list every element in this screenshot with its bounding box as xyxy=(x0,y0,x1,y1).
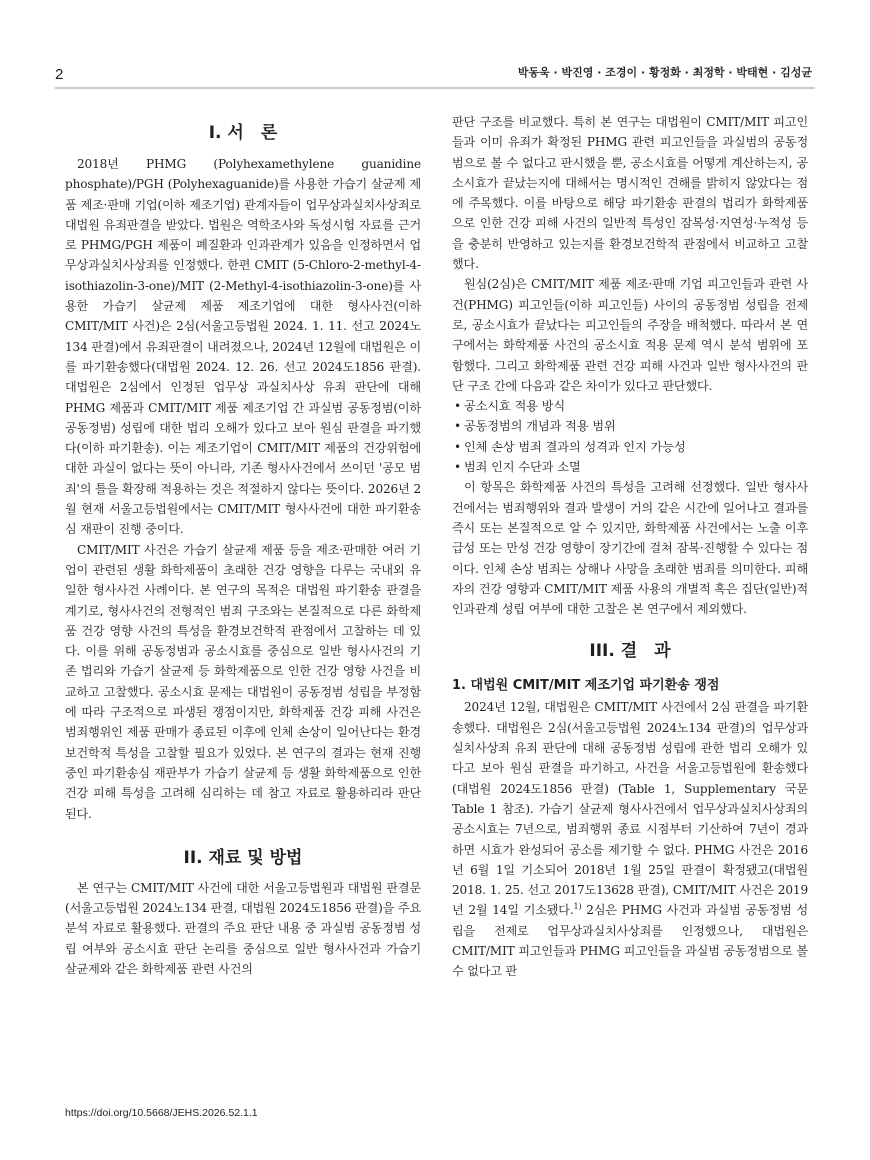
paragraph-intro-1: 2018년 PHMG (Polyhexamethylene guanidine phosphate)/PGH (Polyhexaguanide)를 사용한 가습기 살균제 제품 제조·판매 기업(이하 제조기업) 관계자들이 업무상과실치사상죄로 대법원 유죄판결을 받았다. 법원은 역학조사와 독성시험 자료를 근거로 PHMG/PGH 제품이 폐질환과 인과관계가 있음을 인정하면서 업무상과실치사상죄를 인정했다. 한편 CMIT (5-Chloro-2-methyl-4-isothiazolin-3-one)/MIT (2-Methyl-4-isothiazolin-3-one)를 사용한 가습기 살균제 제품 제조기업에 대한 형사사건(이하 CMIT/MIT 사건)은 2심(서울고등법원 2024. 1. 11. 선고 2024노134 판결)에서 유죄판결이 내려졌으나, 2024년 12월에 대법원은 이를 파기환송했다(대법원 2024. 12. 26. 선고 2024도1856 판결). 대법원은 2심에서 인정된 업무상 과실치사상 유죄 판단에 대해 PHMG 제품과 CMIT/MIT 제품 제조기업 간 과실범 공동정범(이하 공동정범) 성립에 대한 법리 오해가 있다고 보아 원심 판결을 파기했다(이하 파기환송). 이는 제조기업이 CMIT/MIT 제품의 건강위험에 대한 과실이 없다는 뜻이 아니라, 기존 형사사건에서 쓰이던 '공모 범죄'의 틀을 확장해 적용하는 것은 적절하지 않다는 뜻이다. 2026년 2월 현재 서울고등법원에서는 CMIT/MIT 형사사건에 대한 파기환송심 재판이 진행 중이다. xyxy=(65,157,421,537)
list-item: • 인체 손상 범죄 결과의 성격과 인지 가능성 xyxy=(452,437,808,457)
list-item: • 공동정범의 개념과 적용 범위 xyxy=(452,416,808,436)
left-column xyxy=(65,112,421,979)
paragraph-methods-3: 이 항목은 화학제품 사건의 특성을 고려해 선정했다. 일반 형사사건에서는 범죄행위와 결과 발생이 거의 같은 시간에 일어나고 결과를 즉시 또는 본질적으로 알 수 있지만, 화학제품 사건에서는 노출 이후 급성 또는 만성 건강 영향이 장기간에 걸쳐 잠복·진행할 수 있다는 점이다. 인체 손상 범죄는 상해나 사망을 초래한 범죄를 의미한다. 피해자의 건강 영향과 CMIT/MIT 제품 사용의 개별적 혹은 집단(일반)적 인과관계 성립 여부에 대한 고찰은 본 연구에서 제외했다. xyxy=(452,480,808,617)
list-item: • 범죄 인지 수단과 소멸 xyxy=(452,457,808,477)
comparison-items-list xyxy=(452,396,808,477)
doi-link[interactable]: https://doi.org/10.5668/JEHS.2026.52.1.1 xyxy=(65,1107,258,1119)
results-text-part-b: 2심은 PHMG 사건과 과실범 공동정범 성립을 전제로 업무상과실치사상죄를 인정했으나, 대법원은 CMIT/MIT 피고인들과 PHMG 피고인들을 과실범 공동정범으로 볼 수 없다고 판 xyxy=(452,903,808,979)
paragraph-methods-1: 본 연구는 CMIT/MIT 사건에 대한 서울고등법원과 대법원 판결문(서울고등법원 2024노134 판결, 대법원 2024도1856 판결)을 주요 분석 자료로 활용했다. 판결의 주요 판단 내용 중 과실범 공동정범 성립 여부와 공소시효 판단 논리를 중심으로 일반 형사사건과 가습기 살균제와 같은 화학제품 관련 사건의 xyxy=(65,880,421,976)
right-column xyxy=(452,112,808,982)
paragraph-results-1 xyxy=(452,697,808,981)
results-text-part-a: 2024년 12월, 대법원은 CMIT/MIT 사건에서 2심 판결을 파기환송했다. 대법원은 2심(서울고등법원 2024노134 판결)의 업무상과실치사상죄 유죄 판단에 대해 공동정범 성립에 관한 법리 오해가 있다고 보아 원심 판결을 파기하고, 사건을 서울고등법원에 환송했다(대법원 2024도1856 판결) (Table 1, Supplementary 국문 Table 1 참조). 가습기 살균제 형사사건에서 업무상과실치사상죄의 공소시효는 7년으로, 범죄행위 종료 시점부터 기산하여 7년이 경과하면 시효가 완성되어 공소를 제기할 수 없다. PHMG 사건은 2016년 6월 1일 기소되어 2018년 1월 25일 판결이 확정됐고(대법원 2018. 1. 25. 선고 2017도13628 판결), CMIT/MIT 사건은 2019년 2월 14일 기소됐다. xyxy=(452,700,808,918)
paragraph-methods-2: 원심(2심)은 CMIT/MIT 제품 제조·판매 기업 피고인들과 관련 사건(PHMG) 피고인들(이하 피고인들) 사이의 공동정범 성립을 전제로, 공소시효가 끝났다는 피고인들의 주장을 배척했다. 따라서 본 연구에서는 화학제품 사건의 공소시효 적용 문제 역시 분석 범위에 포함했다. 그리고 화학제품 관련 건강 피해 사건과 일반 형사사건의 판단 구조 간에 다음과 같은 차이가 있다고 판단했다. xyxy=(452,277,808,393)
running-header-authors: 박동욱 · 박진영 · 조경이 · 황정화 · 최정학 · 박태현 · 김성균 xyxy=(517,66,812,79)
section-heading-methods: II. 재료 및 방법 xyxy=(183,847,303,868)
footnote-marker[interactable]: 1) xyxy=(573,902,582,912)
page-number: 2 xyxy=(55,66,64,83)
list-item: • 공소시효 적용 방식 xyxy=(452,396,808,416)
section-heading-results: III. 결 과 xyxy=(589,641,671,662)
paragraph-methods-1-continued: 판단 구조를 비교했다. 특히 본 연구는 대법원이 CMIT/MIT 피고인들과 이미 유죄가 확정된 PHMG 관련 피고인들을 과실범의 공동정범으로 볼 수 없다고 판시했을 뿐, 공소시효를 어떻게 계산하는지, 공소시효가 끝났는지에 대해서는 명시적인 견해를 밝히지 않았다는 점에 주목했다. 이를 바탕으로 해당 파기환송 판결의 법리가 화학제품으로 인한 건강 피해 사건의 일반적 특성인 잠복성·지연성·누적성 등을 충분히 반영하고 있는지를 환경보건학적 관점에서 비교하고 고찰했다. xyxy=(452,115,808,272)
header-rule xyxy=(55,87,815,89)
section-heading-introduction: I. 서 론 xyxy=(208,123,278,143)
subsection-heading-1: 1. 대법원 CMIT/MIT 제조기업 파기환송 쟁점 xyxy=(452,678,720,694)
paragraph-intro-2: CMIT/MIT 사건은 가습기 살균제 제품 등을 제조·판매한 여러 기업이 관련된 생활 화학제품이 초래한 건강 영향을 다루는 국내외 유일한 형사사건 사례이다. 본 연구의 목적은 대법원 파기환송 판결을 계기로, 형사사건의 전형적인 범죄 구조와는 본질적으로 다른 화학제품 건강 영향 사건의 특성을 환경보건학적 관점에서 고찰하는 데 있다. 이를 위해 공동정범과 공소시효를 중심으로 일반 형사사건의 기존 법리와 가습기 살균제 등 화학제품으로 인한 건강 영향 사건을 비교하고 고찰했다. 공소시효 문제는 대법원이 공동정범 성립을 부정함에 따라 구조적으로 파생된 쟁점이지만, 화학제품 건강 피해 사건은 범죄행위인 제품 판매가 종료된 이후에 인체 손상이 일어난다는 환경보건학적 특성을 고찰할 필요가 있었다. 본 연구의 결과는 현재 진행 중인 파기환송심 재판부가 가습기 살균제 등 생활 화학제품으로 인한 건강 피해 특성을 고려해 심리하는 데 참고 자료로 활용하리라 판단된다. xyxy=(65,542,421,821)
